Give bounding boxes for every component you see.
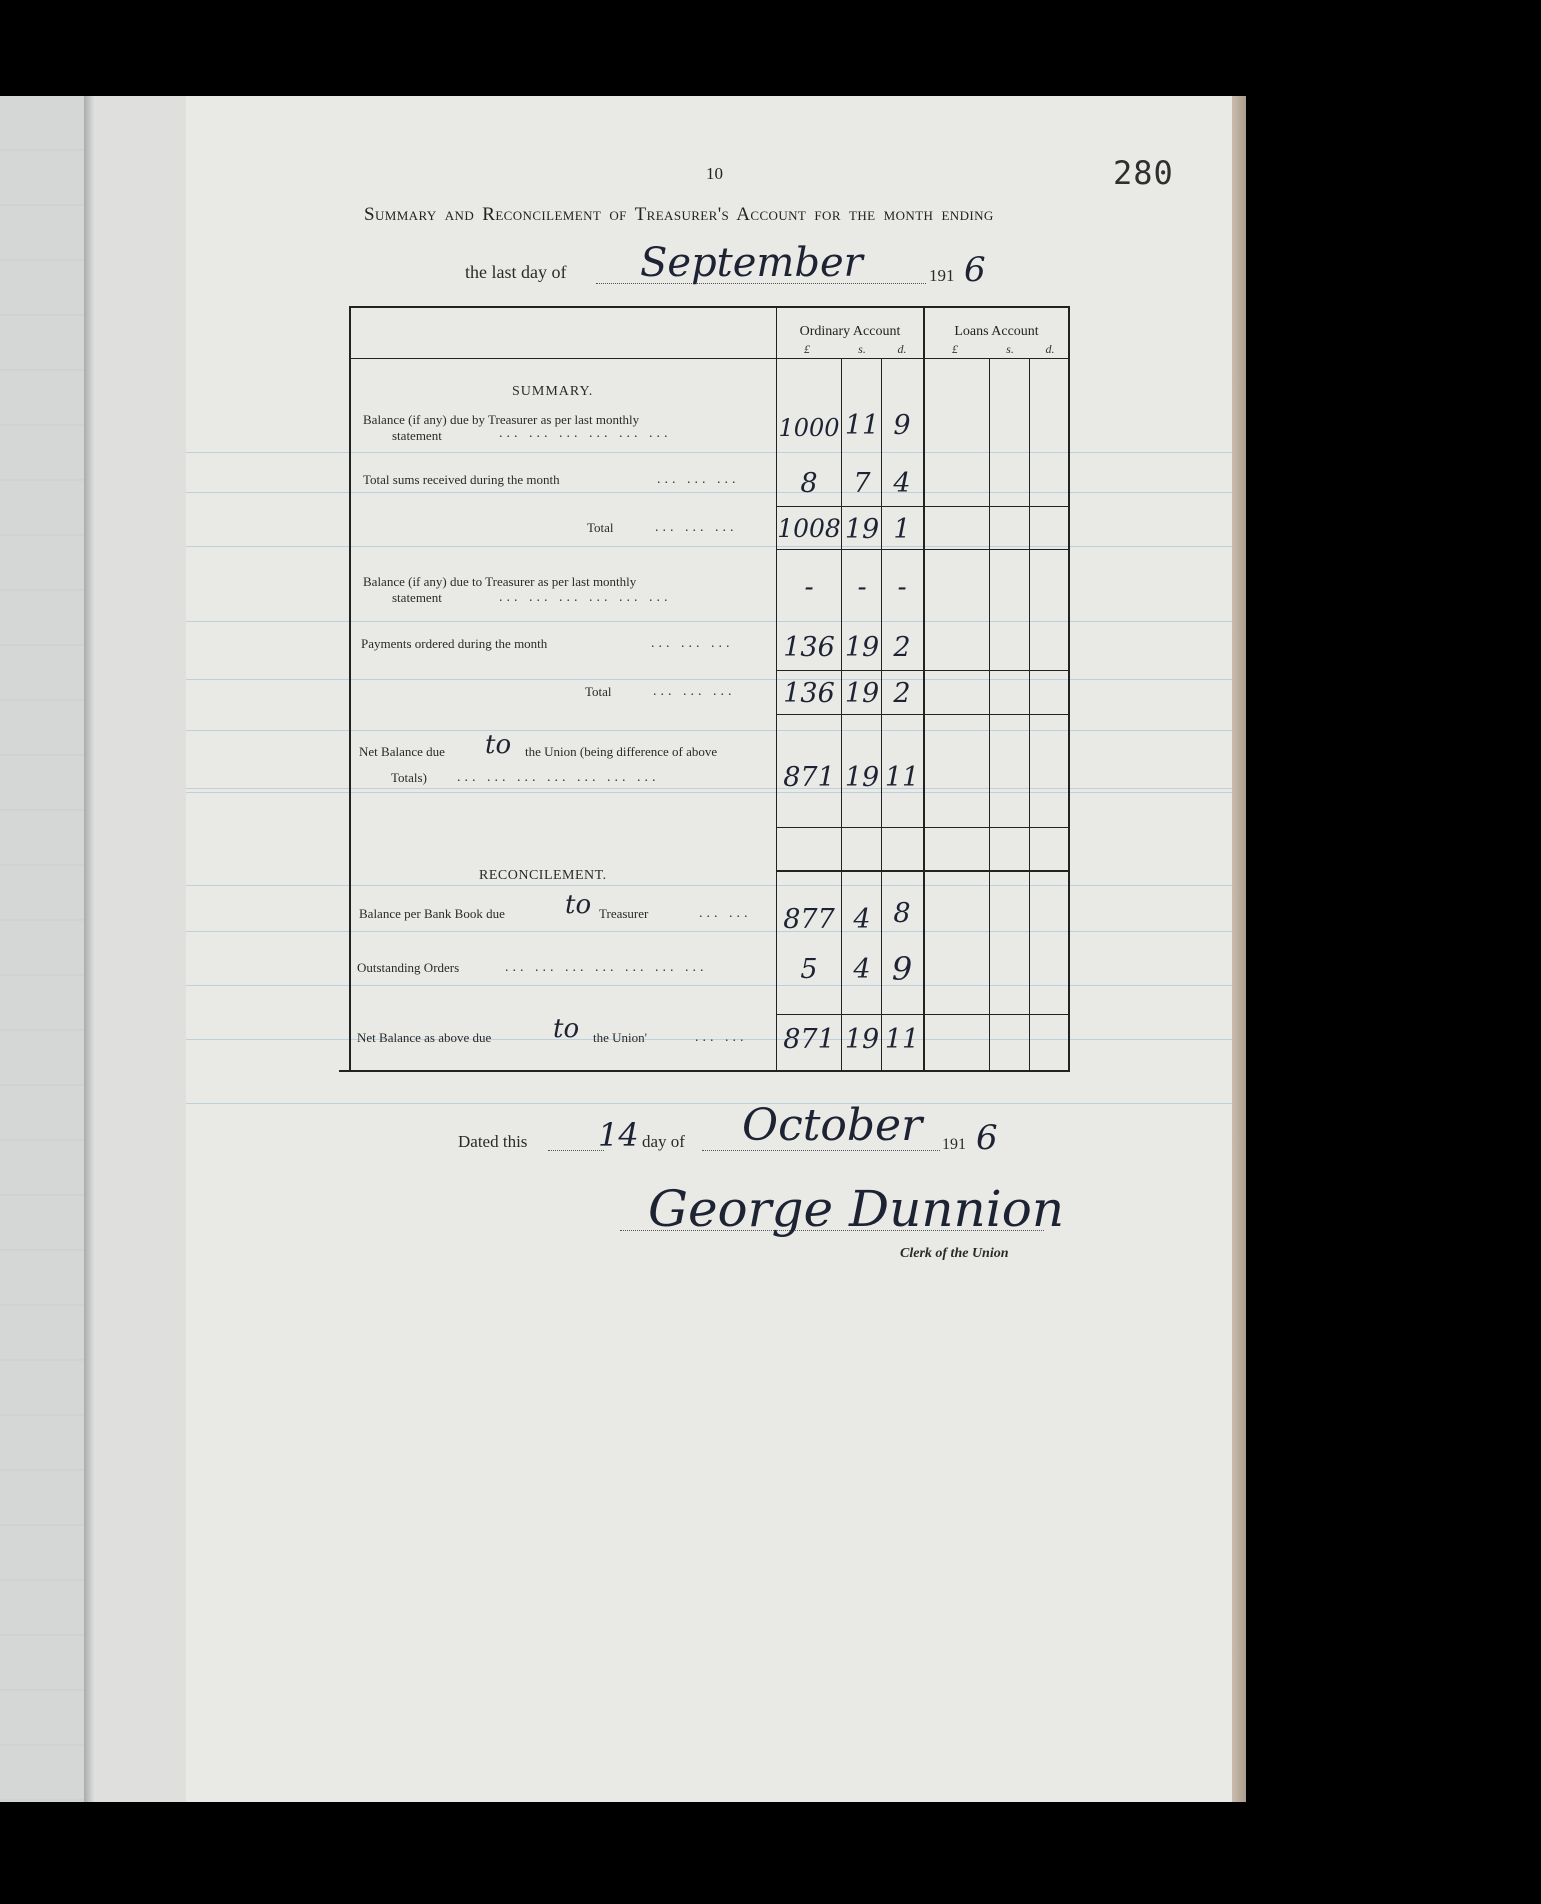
unit-shillings-loans: s. (1006, 342, 1014, 356)
loans-account-header: Loans Account (954, 324, 1039, 339)
leader-dots: ... ... ... (657, 472, 740, 487)
reconcilement-heading: RECONCILEMENT. (479, 868, 607, 883)
row-label: Balance per Bank Book due (359, 906, 505, 921)
month-line-prefix: the last day of (465, 262, 567, 282)
account-table (339, 306, 1070, 1072)
cell-shillings: 19 (844, 678, 880, 709)
summary-heading: SUMMARY. (512, 384, 594, 399)
signature: George Dunnion (648, 1180, 1065, 1238)
cell-pence: 4 (893, 468, 911, 499)
row-label: Payments ordered during the month (361, 636, 548, 651)
cell-shillings: - (857, 572, 867, 603)
handwritten-to: to (565, 890, 592, 920)
cell-pence: 2 (893, 678, 911, 709)
leader-dots: ... ... ... (655, 520, 738, 535)
month-handwritten: September (640, 240, 863, 286)
row-label: Treasurer (599, 906, 649, 921)
cell-pounds: 136 (783, 678, 835, 709)
cell-shillings: 4 (853, 904, 871, 935)
page-stub (94, 96, 189, 1802)
row-label: the Union' (593, 1030, 647, 1045)
cell-shillings: 19 (844, 1024, 880, 1055)
year-digit-footer: 6 (976, 1118, 998, 1158)
ordinary-account-header: Ordinary Account (799, 324, 901, 339)
unit-pence-loans: d. (1045, 342, 1055, 356)
row-label: Balance (if any) due by Treasurer as per last monthly (363, 412, 640, 427)
cell-pence: 11 (884, 1024, 920, 1055)
leader-dots: ... ... ... ... ... ... ... (457, 770, 660, 785)
cell-pounds: 877 (783, 904, 835, 935)
unit-pence: d. (897, 342, 907, 356)
cell-shillings: 7 (853, 468, 871, 499)
day-handwritten: 14 (598, 1116, 639, 1154)
unit-pounds-loans: £ (952, 342, 958, 356)
cell-pounds: - (804, 572, 814, 603)
row-label: Net Balance as above due (357, 1030, 492, 1045)
row-label: Total (585, 684, 612, 699)
cell-pounds: 1008 (777, 514, 841, 543)
cell-pounds: 136 (783, 632, 835, 663)
row-label: statement (392, 590, 442, 605)
leader-dots: ... ... ... ... ... ... (499, 590, 672, 605)
cell-pounds: 8 (800, 468, 818, 499)
unit-shillings: s. (858, 342, 866, 356)
cell-shillings: 19 (844, 514, 880, 545)
page-title: Summary and Reconcilement of Treasurer's Account for the month ending (364, 204, 994, 225)
cell-pounds: 5 (800, 954, 818, 985)
leader-dots: ... ... ... ... ... ... ... (505, 960, 708, 975)
leader-dots: ... ... ... ... ... ... (499, 426, 672, 441)
cell-pence: - (897, 572, 907, 603)
handwritten-to: to (553, 1014, 580, 1044)
left-page (0, 96, 91, 1802)
leader-dots: ... ... ... (651, 636, 734, 651)
month-handwritten-footer: October (742, 1100, 923, 1151)
row-label: Balance (if any) due to Treasurer as per last monthly (363, 574, 637, 589)
day-of-label: day of (642, 1132, 685, 1151)
leader-dots: ... ... ... (653, 684, 736, 699)
year-prefix: 191 (929, 266, 955, 285)
cell-pence: 8 (893, 898, 911, 929)
page-edge (1232, 96, 1246, 1802)
cell-pence: 2 (893, 632, 911, 663)
cell-shillings: 11 (844, 410, 880, 441)
cell-shillings: 19 (844, 762, 880, 793)
cell-pence: 9 (893, 410, 911, 441)
row-label: statement (392, 428, 442, 443)
cell-pounds: 871 (783, 1024, 835, 1055)
row-label: Total (587, 520, 614, 535)
dated-label: Dated this (458, 1132, 528, 1151)
year-prefix-footer: 191 (942, 1136, 966, 1153)
year-digit: 6 (964, 250, 986, 290)
cell-pence: 9 (891, 950, 913, 988)
row-label: Total sums received during the month (363, 472, 560, 487)
row-label: Outstanding Orders (357, 960, 460, 975)
cell-pounds: 1000 (778, 414, 840, 442)
folio-stamp: 280 (1113, 154, 1174, 192)
cell-pence: 11 (884, 762, 920, 793)
leader-dots: ... ... (699, 906, 752, 921)
cell-shillings: 19 (844, 632, 880, 663)
row-label: the Union (being difference of above (525, 744, 718, 759)
leader-dots: ... ... (695, 1030, 748, 1045)
page-number: 10 (706, 164, 723, 183)
clerk-label: Clerk of the Union (900, 1246, 1009, 1261)
cell-pence: 1 (893, 514, 911, 545)
handwritten-to: to (485, 730, 512, 760)
day-underline (548, 1150, 604, 1151)
row-label: Totals) (391, 770, 427, 785)
cell-shillings: 4 (853, 954, 871, 985)
row-label: Net Balance due (359, 744, 445, 759)
cell-pounds: 871 (783, 762, 835, 793)
unit-pounds: £ (804, 342, 810, 356)
